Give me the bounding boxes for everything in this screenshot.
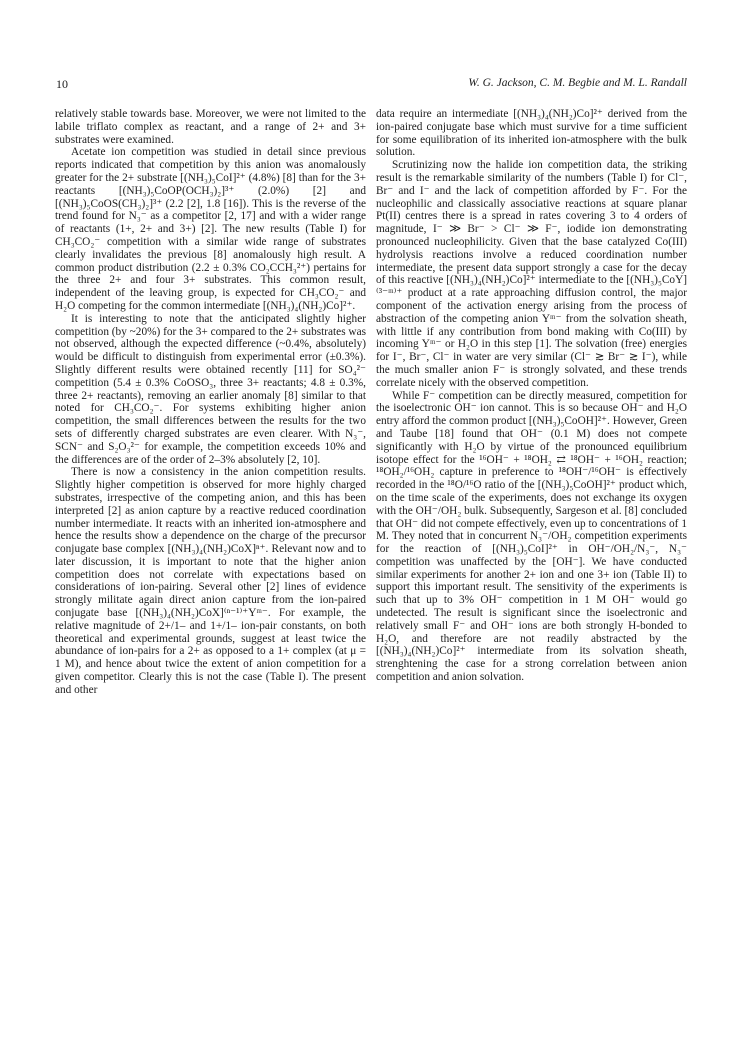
- left-column: [55, 108, 366, 988]
- paragraph: It is interesting to note that the anticipated slightly higher competition (by ~20%) for the 3+ compared to the 2+ substrates was not observed, although the expected difference (~0.4%, absolutely) would be difficult to distinguish from experimental error (±0.3%). Slightly different results were obtained recently [11] for SO₄²⁻ competition (5.4 ± 0.3% CoOSO₃, three 3+ reactants; 4.8 ± 0.3%, three 2+ reactants), removing an earlier anomaly [8] similar to that noted for CH₃CO₂⁻. For systems exhibiting higher anion competition, the small differences between the results for the two sets of differently charged substrates are even clearer. With N₃⁻, SCN⁻ and S₂O₃²⁻ for example, the competition exceeds 10% and the differences are of the order of 2–3% absolutely [2, 10].: [55, 312, 366, 466]
- paragraph: data require an intermediate [(NH₃)₄(NH₂)Co]²⁺ derived from the ion-paired conjugate base which must survive for a time sufficient for some equilibration of its inherited ion-atmosphere with the bulk solution.: [376, 108, 687, 159]
- page-number: 10: [56, 77, 68, 91]
- paragraph: Acetate ion competition was studied in detail since previous reports indicated that competition by this anion was anomalously greater for the 2+ substrate [(NH₃)₅CoI]²⁺ (4.8%) [8] than for the 3+ reactants [(NH₃)₅CoOP(OCH₃)₂]³⁺ (2.0%) [2] and [(NH₃)₅CoOS(CH₃)₂]³⁺ (2.2 [2], 1.8 [16]). This is the reverse of the trend found for N₃⁻ as a competitor [2, 17] and with a wider range of reactants (1+, 2+ and 3+) [2]. The new results (Table I) for CH₃CO₂⁻ competition with a similar wide range of substrates clearly invalidates the previous [8] anomalously high result. A common product distribution (2.2 ± 0.3% CO₂CCH₃²⁺) pertains for the three 2+ and four 3+ substrates. This common result, independent of the leaving group, is expected for CH₃CO₂⁻ and H₂O competing for the common intermediate [(NH₃)₄(NH₂)Co]²⁺.: [55, 146, 366, 312]
- right-column: [376, 108, 687, 988]
- paragraph: There is now a consistency in the anion competition results. Slightly higher competition is observed for more highly charged substrates, irrespective of the competing anion, and this has been interpreted [2] as anion capture by a reactive reduced coordination number intermediate. It reacts with an inherited ion-atmosphere and hence the results show a dependence on the charge of the precursor conjugate base complex [(NH₃)₄(NH₂)CoX]ⁿ⁺. Relevant now and to later discussion, it is important to note that the higher anion competition does not correlate with expectations based on considerations of ion-pairing. Several other [2] lines of evidence strongly militate again direct anion capture from the ion-paired conjugate base [(NH₃)₄(NH₂)CoX]⁽ⁿ⁻¹⁾⁺Yᵐ⁻. For example, the relative magnitude of 2+/1– and 1+/1– ion-pair constants, on both theoretical and experimental grounds, suggest at least twice the abundance of ion-pairs for a 2+ as opposed to a 1+ complex (at μ = 1 M), and hence about twice the extent of anion competition for a given competitor. Clearly this is not the case (Table I). The present and other: [55, 466, 366, 696]
- paragraph: While F⁻ competition can be directly measured, competition for the isoelectronic OH⁻ ion cannot. This is so because OH⁻ and H₂O entry afford the common product [(NH₃)₅CoOH]²⁺. However, Green and Taube [18] found that OH⁻ (0.1 M) does not compete significantly with H₂O by virtue of the pronounced equilibrium isotope effect for the ¹⁶OH⁻ + ¹⁸OH₂ ⇄ ¹⁸OH⁻ + ¹⁶OH₂ reaction; ¹⁸OH₂/¹⁶OH₂ capture in preference to ¹⁸OH⁻/¹⁶OH⁻ is effectively recorded in the ¹⁸O/¹⁶O ratio of the [(NH₃)₅CoOH]²⁺ product which, on the time scale of the experiments, does not exchange its oxygen with the OH⁻/OH₂ bulk. Subsequently, Sargeson et al. [8] concluded that OH⁻ did not compete effectively, even up to concentrations of 1 M. They noted that in concurrent N₃⁻/OH₂ competition experiments for the reaction of [(NH₃)₅CoI]²⁺ in OH⁻/OH₂/N₃⁻, N₃⁻ competition was unaffected by the [OH⁻]. We have conducted similar experiments for another 2+ ion and one 3+ ion (Table II) to support this important result. The sensitivity of the experiments is such that up to 3% OH⁻ competition in 1 M OH⁻ would go undetected. The result is significant since the isoelectronic and relatively small F⁻ and OH⁻ ions are both strongly H-bonded to H₂O, and therefore are not readily abstracted by the [(NH₃)₄(NH₂)Co]²⁺ intermediate from its solvation sheath, strenghtening the case for a strong correlation between anion competition and anion solvation.: [376, 389, 687, 684]
- paragraph: Scrutinizing now the halide ion competition data, the striking result is the remarkable similarity of the numbers (Table I) for Cl⁻, Br⁻ and I⁻ and the lack of competition afforded by F⁻. For the nucleophilic and classically associative reactions at square planar Pt(II) centres there is a spread in rates covering 3 to 4 orders of magnitude, I⁻ ≫ Br⁻ > Cl⁻ ≫ F⁻, iodide ion demonstrating pronounced nucleophilicity. Given that the base catalyzed Co(III) hydrolysis reactions involve a reduced coordination number intermediate, the present data support strongly a case for the decay of this reactive [(NH₃)₄(NH₂)Co]²⁺ intermediate to the [(NH₃)₅CoY]⁽³⁻ᵐ⁾⁺ product at a rate approaching diffusion control, the major component of the activation energy arising from the process of abstraction of the competing anion Yᵐ⁻ from the solvation sheath, with little if any contribution from bond making with Co(III) by incoming Yᵐ⁻ or H₂O in this step [1]. The solvation (free) energies for I⁻, Br⁻, Cl⁻ in water are very similar (Cl⁻ ≳ Br⁻ ≳ I⁻), while the much smaller anion F⁻ is strongly solvated, and these trends correlate nicely with the observed competition.: [376, 159, 687, 389]
- running-header-authors: W. G. Jackson, C. M. Begbie and M. L. Randall: [468, 77, 687, 89]
- paragraph: relatively stable towards base. Moreover, we were not limited to the labile triflato complex as reactant, and a range of 2+ and 3+ substrates were examined.: [55, 108, 366, 146]
